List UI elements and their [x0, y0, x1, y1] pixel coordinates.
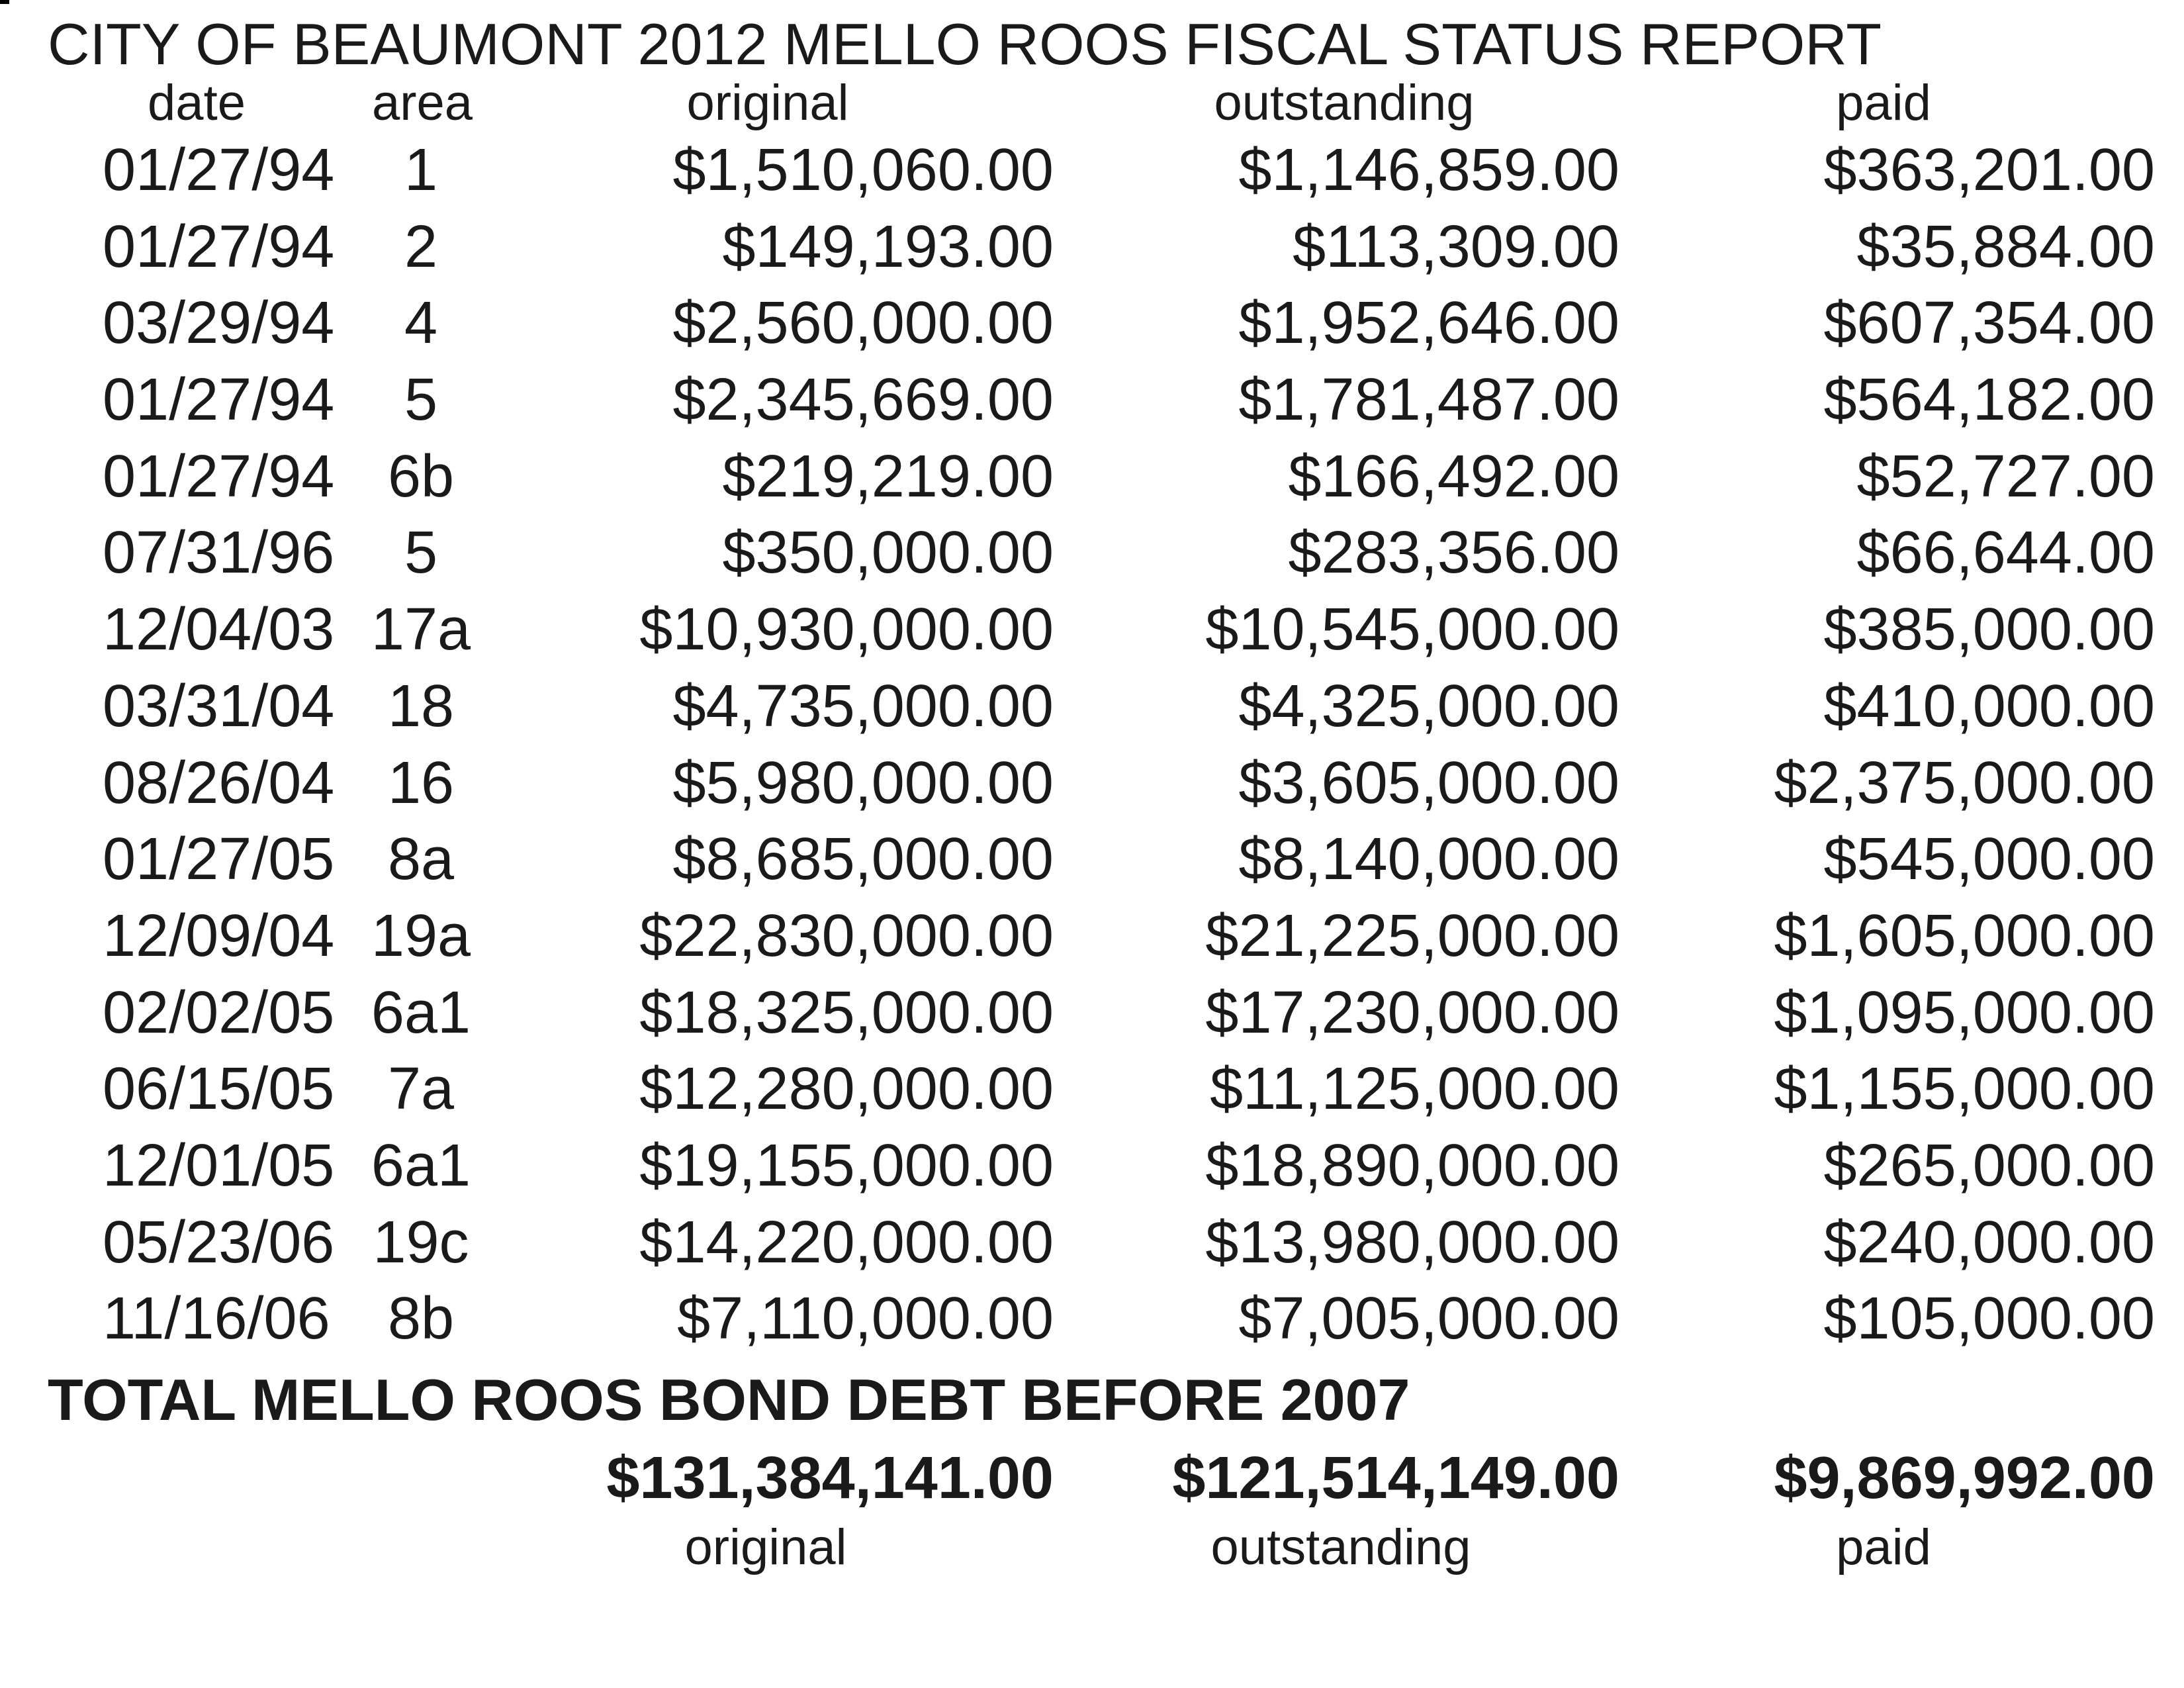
cell-date: 01/27/94	[103, 137, 335, 203]
cell-original: $8,685,000.00	[672, 826, 1054, 893]
cell-original: $22,830,000.00	[639, 902, 1054, 969]
header-outstanding: outstanding	[1214, 75, 1475, 131]
total-outstanding: $121,514,149.00	[1172, 1445, 1619, 1511]
cell-paid: $66,644.00	[1856, 520, 2155, 586]
cell-outstanding: $4,325,000.00	[1238, 673, 1619, 739]
table-row	[0, 1281, 2184, 1358]
cell-date: 01/27/94	[103, 367, 335, 434]
cell-outstanding: $113,309.00	[1293, 213, 1619, 280]
cell-original: $7,110,000.00	[677, 1286, 1054, 1352]
cell-date: 03/29/94	[103, 290, 335, 357]
cell-original: $10,930,000.00	[639, 596, 1054, 663]
cell-original: $12,280,000.00	[639, 1056, 1054, 1123]
cell-outstanding: $1,146,859.00	[1238, 137, 1619, 203]
cell-original: $2,560,000.00	[672, 290, 1054, 357]
footer-original: original	[684, 1519, 847, 1575]
cell-paid: $52,727.00	[1856, 443, 2155, 510]
cell-area: 1	[404, 137, 438, 203]
header-paid: paid	[1836, 75, 1931, 131]
cell-original: $350,000.00	[722, 520, 1054, 586]
cell-paid: $363,201.00	[1823, 137, 2155, 203]
cell-date: 07/31/96	[103, 520, 335, 586]
cell-paid: $545,000.00	[1823, 826, 2155, 893]
header-date: date	[148, 75, 246, 131]
cell-original: $4,735,000.00	[672, 673, 1054, 739]
cell-area: 8a	[387, 826, 455, 893]
cell-outstanding: $166,492.00	[1288, 443, 1619, 510]
cell-date: 01/27/94	[103, 443, 335, 510]
table-row	[0, 592, 2184, 669]
cell-area: 4	[404, 290, 438, 357]
cell-paid: $410,000.00	[1823, 673, 2155, 739]
footer-paid: paid	[1836, 1519, 1931, 1575]
footer-outstanding: outstanding	[1210, 1519, 1471, 1575]
table-row	[0, 132, 2184, 209]
cell-date: 06/15/05	[103, 1056, 335, 1123]
cell-area: 5	[404, 367, 438, 434]
cell-paid: $265,000.00	[1823, 1132, 2155, 1199]
table-row	[0, 285, 2184, 362]
cell-outstanding: $17,230,000.00	[1205, 979, 1619, 1046]
cell-paid: $1,095,000.00	[1774, 979, 2155, 1046]
cell-outstanding: $1,781,487.00	[1238, 367, 1619, 434]
cell-area: 17a	[371, 596, 471, 663]
table-row	[0, 669, 2184, 745]
cell-paid: $35,884.00	[1856, 213, 2155, 280]
table-row	[0, 1205, 2184, 1282]
cell-date: 01/27/94	[103, 213, 335, 280]
table-row	[0, 821, 2184, 898]
cell-paid: $385,000.00	[1823, 596, 2155, 663]
cell-original: $149,193.00	[722, 213, 1054, 280]
cell-outstanding: $283,356.00	[1288, 520, 1619, 586]
cell-original: $18,325,000.00	[639, 979, 1054, 1046]
cell-outstanding: $11,125,000.00	[1210, 1056, 1619, 1123]
total-original: $131,384,141.00	[606, 1445, 1054, 1511]
cell-original: $1,510,060.00	[672, 137, 1054, 203]
cell-paid: $2,375,000.00	[1774, 749, 2155, 816]
cell-paid: $105,000.00	[1823, 1286, 2155, 1352]
cell-original: $14,220,000.00	[639, 1209, 1054, 1276]
scan-corner-mark	[0, 0, 9, 4]
cell-area: 19a	[371, 902, 471, 969]
total-label: TOTAL MELLO ROOS BOND DEBT BEFORE 2007	[48, 1367, 1410, 1432]
cell-area: 16	[387, 749, 455, 816]
cell-paid: $564,182.00	[1823, 367, 2155, 434]
cell-outstanding: $13,980,000.00	[1205, 1209, 1619, 1276]
table-row	[0, 362, 2184, 439]
table-row	[0, 745, 2184, 822]
table-row	[0, 898, 2184, 975]
cell-outstanding: $10,545,000.00	[1205, 596, 1619, 663]
cell-date: 11/16/06	[103, 1286, 330, 1352]
report-title: CITY OF BEAUMONT 2012 MELLO ROOS FISCAL STATUS REPORT	[48, 11, 1882, 77]
cell-date: 12/01/05	[103, 1132, 335, 1199]
cell-original: $2,345,669.00	[672, 367, 1054, 434]
total-paid: $9,869,992.00	[1774, 1445, 2155, 1511]
cell-area: 7a	[387, 1056, 455, 1123]
table-row	[0, 209, 2184, 286]
cell-date: 12/09/04	[103, 902, 335, 969]
cell-outstanding: $1,952,646.00	[1238, 290, 1619, 357]
cell-area: 18	[387, 673, 455, 739]
cell-original: $5,980,000.00	[672, 749, 1054, 816]
table-row	[0, 1051, 2184, 1128]
cell-date: 03/31/04	[103, 673, 335, 739]
cell-original: $219,219.00	[722, 443, 1054, 510]
cell-area: 19c	[373, 1209, 469, 1276]
cell-outstanding: $3,605,000.00	[1238, 749, 1619, 816]
table-row	[0, 515, 2184, 592]
cell-area: 6b	[387, 443, 455, 510]
cell-paid: $1,155,000.00	[1774, 1056, 2155, 1123]
cell-outstanding: $7,005,000.00	[1238, 1286, 1619, 1352]
cell-date: 12/04/03	[103, 596, 335, 663]
header-original: original	[686, 75, 849, 131]
cell-paid: $240,000.00	[1823, 1209, 2155, 1276]
cell-outstanding: $8,140,000.00	[1238, 826, 1619, 893]
bond-table-rows	[0, 132, 2184, 1358]
table-row	[0, 975, 2184, 1052]
cell-paid: $1,605,000.00	[1774, 902, 2155, 969]
header-area: area	[371, 75, 473, 131]
cell-area: 6a1	[371, 979, 471, 1046]
table-row	[0, 1128, 2184, 1205]
cell-area: 5	[404, 520, 438, 586]
cell-area: 8b	[387, 1286, 455, 1352]
table-row	[0, 439, 2184, 516]
cell-original: $19,155,000.00	[639, 1132, 1054, 1199]
cell-outstanding: $21,225,000.00	[1205, 902, 1619, 969]
cell-area: 6a1	[371, 1132, 471, 1199]
cell-outstanding: $18,890,000.00	[1205, 1132, 1619, 1199]
cell-area: 2	[404, 213, 438, 280]
cell-paid: $607,354.00	[1823, 290, 2155, 357]
cell-date: 08/26/04	[103, 749, 335, 816]
cell-date: 05/23/06	[103, 1209, 335, 1276]
cell-date: 02/02/05	[103, 979, 335, 1046]
cell-date: 01/27/05	[103, 826, 335, 893]
